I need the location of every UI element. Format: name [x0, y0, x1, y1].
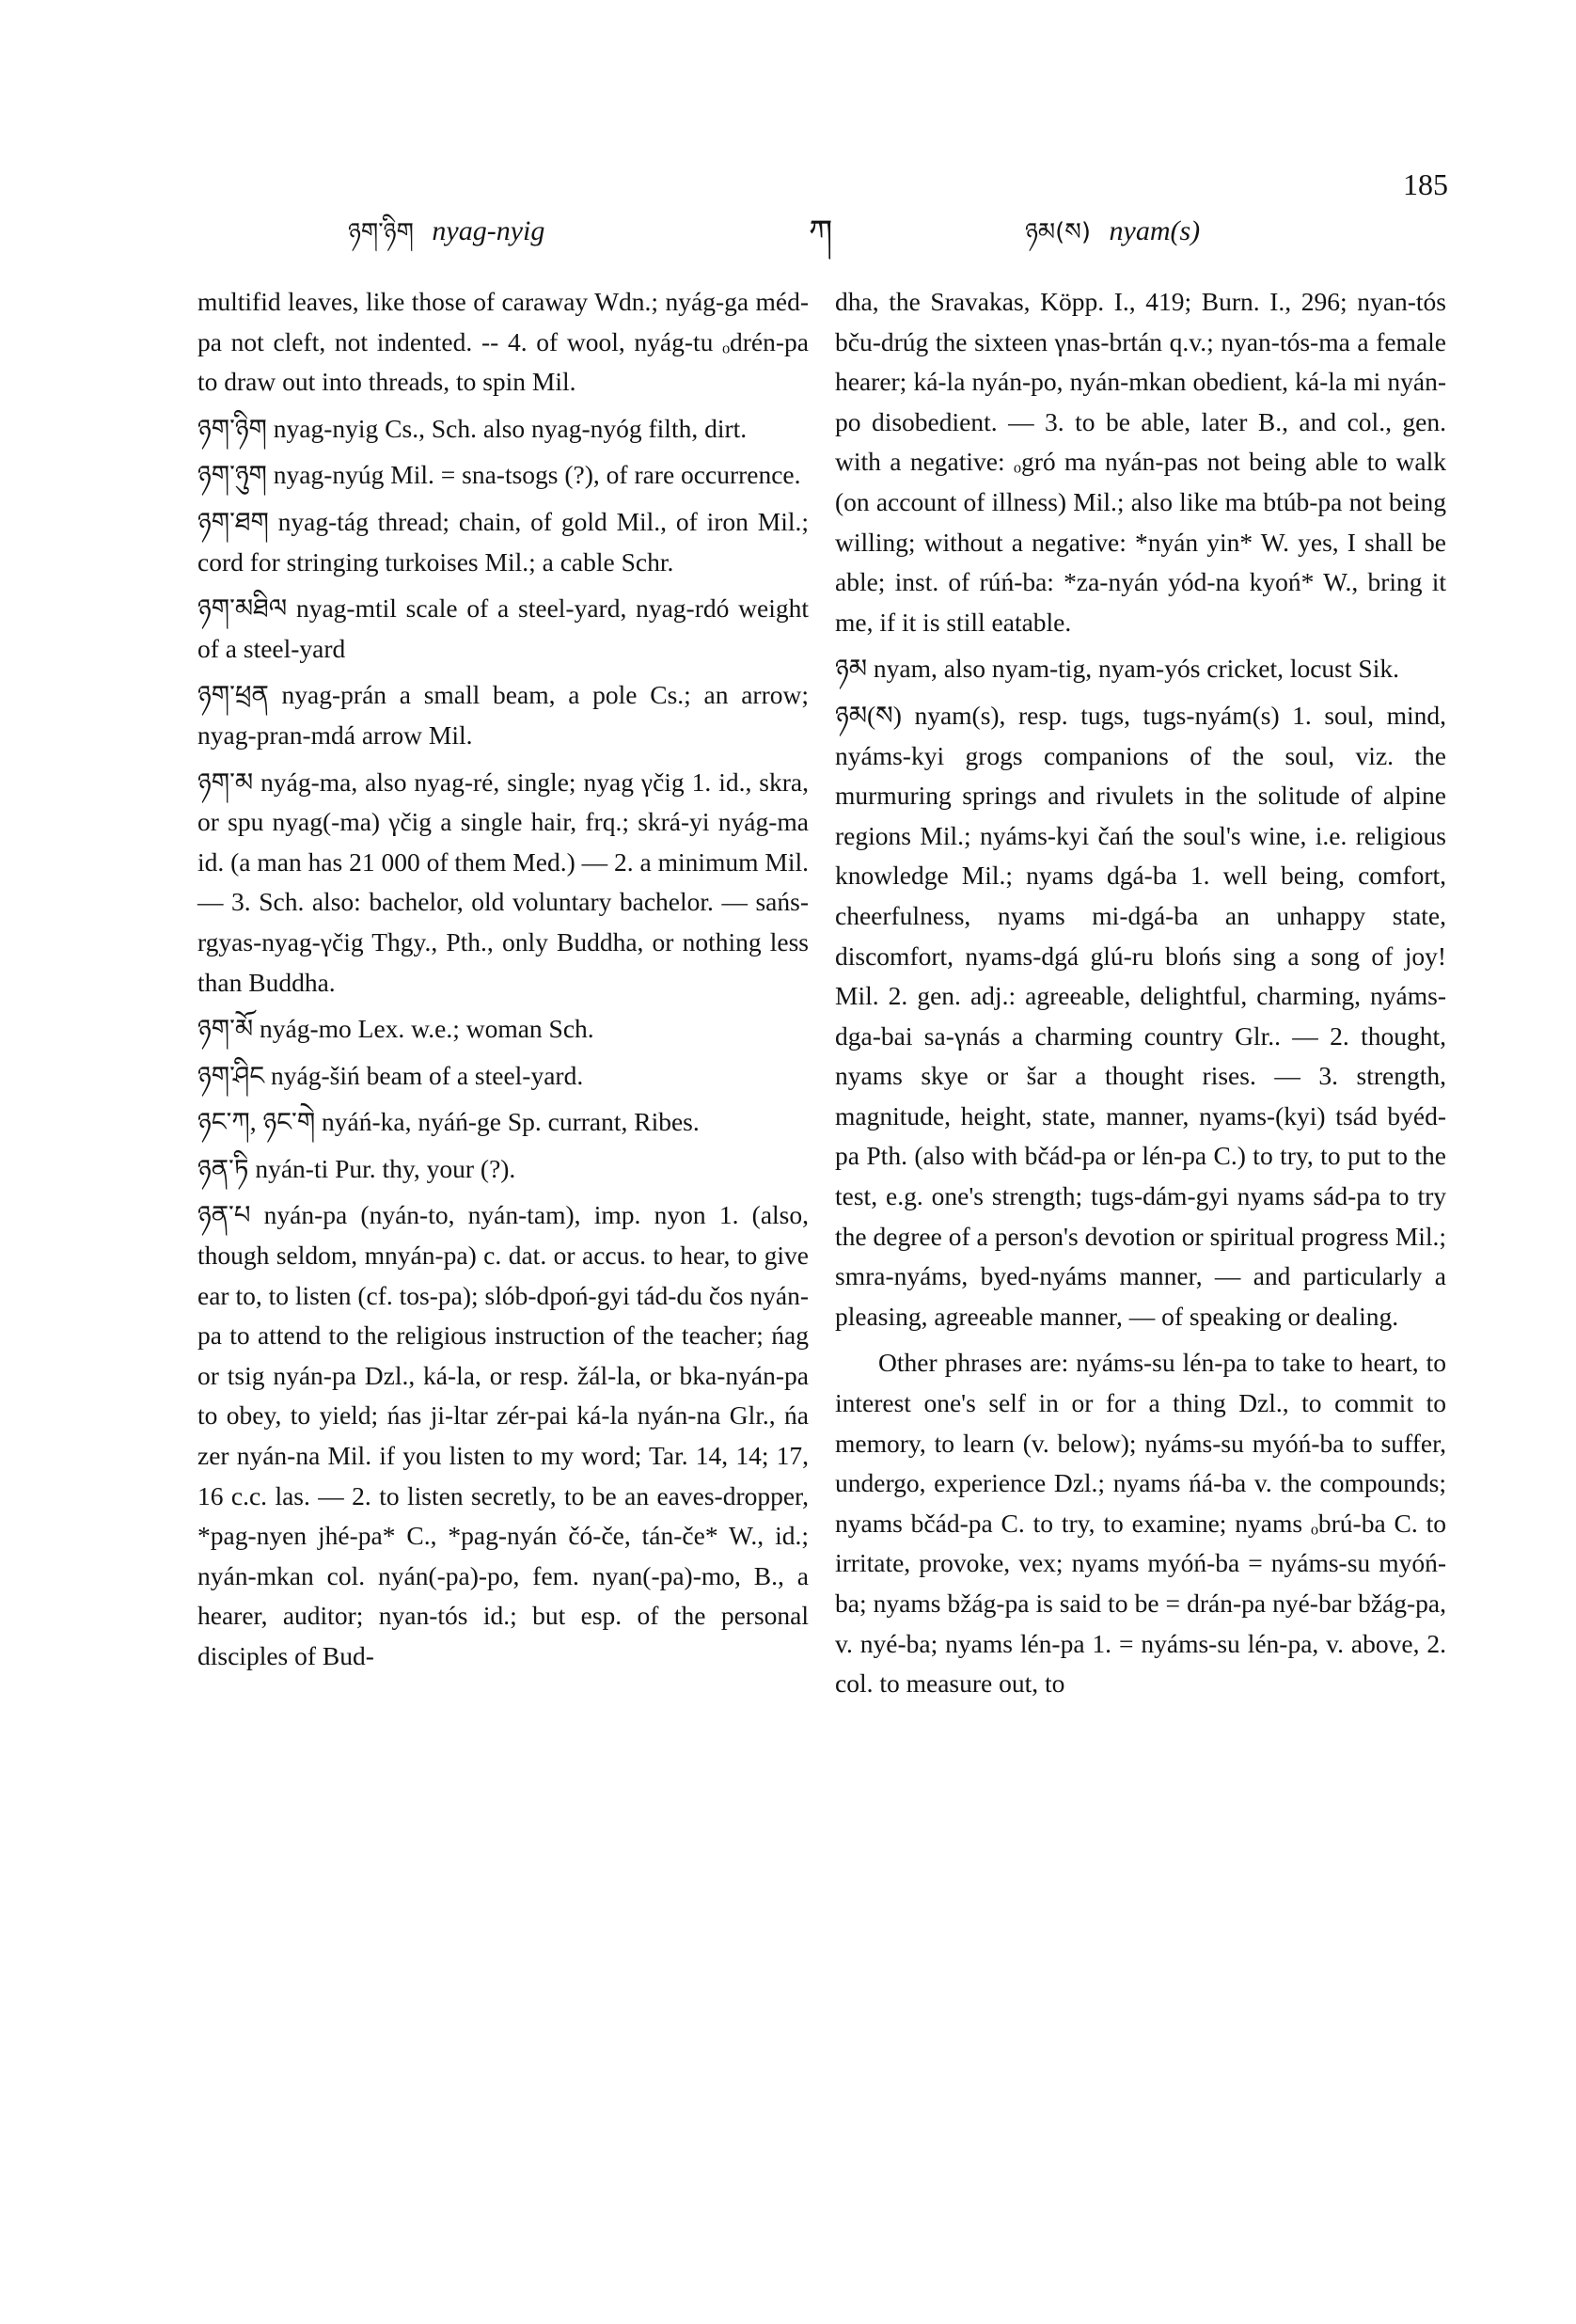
- left-running-head: [348, 205, 544, 274]
- entry-paragraph: ཉག་ཉུག nyag-nyúg Mil. = sna-tsogs (?), of rare occurrence.: [197, 460, 801, 490]
- entry-paragraph: ཉག་མཐིལ nyag-mtil scale of a steel-yard, nyag-rdó weight of a steel-yard: [197, 593, 809, 663]
- center-letter-mark: ཀ: [809, 213, 833, 252]
- page-header: [188, 160, 1476, 252]
- entry-paragraph: ཉག་ཕྲན nyag-prán a small beam, a pole Cs.; an arrow; nyag-pran-mdá arrow Mil.: [197, 680, 809, 750]
- entry-paragraph: ཉན་པ nyán-pa (nyán-to, nyán-tam), imp. nyon 1. (also, though seldom, mnyán-pa) c. dat. or accus. to hear, to give ear to, to listen (cf. tos-pa); slób-dpoń-gyi tád-du čos nyán-pa to attend to the religious instruction of the teacher; ńag or tsig nyán-pa Dzl., ká-la, or resp. žál-la, or bka-nyán-pa to obey, to yield; ńas ji-ltar zér-pai ká-la nyán-na Glr., ńa zer nyán-na Mil. if you listen to my word; Tar. 14, 14; 17, 16 c.c. las. — 2. to listen secretly, to be an eaves-dropper, *pag-nyen jhé-pa* C., *pag-nyán čó-če, tán-če* W., id.; nyán-mkan col. nyán(-pa)-po, fem. nyan(-pa)-mo, B., a hearer, auditor; nyan-tós id.; but esp. of the personal disciples of Bud-: [197, 1200, 809, 1670]
- entry-paragraph: ཉག་ཉིག nyag-nyig Cs., Sch. also nyag-nyóg filth, dirt.: [197, 413, 748, 443]
- left-column: [197, 282, 809, 1684]
- entry-paragraph: Other phrases are: nyáms-su lén-pa to take to heart, to interest one's self in or for a thing Dzl., to commit to memory, to learn (v. below); nyáms-su myóń-ba to suffer, undergo, experience Dzl.; nyams ńá-ba v. the compounds; nyams bčád-pa C. to try, to examine; nyams ₒbrú-ba C. to irritate, provoke, vex; nyams myóń-ba = nyáms-su myóń-ba; nyams bžág-pa is said to be = drán-pa nyé-bar bžág-pa, v. nyé-ba; nyams lén-pa 1. = nyáms-su lén-pa, v. above, 2. col. to measure out, to: [835, 1348, 1446, 1699]
- entry-paragraph: ཉམ nyam, also nyam-tig, nyam-yós cricket, locust Sik.: [835, 654, 1399, 684]
- entry-paragraph: ཉག་མ nyág-ma, also nyag-ré, single; nyag γčig 1. id., skra, or spu nyag(-ma) γčig a single hair, frq.; skrá-yi nyág-ma id. (a man has 21 000 of them Med.) — 2. a minimum Mil. — 3. Sch. also: bachelor, old voluntary bachelor. — sańs-rgyas-nyag-γčig Thgy., Pth., only Buddha, or nothing less than Buddha.: [197, 767, 809, 997]
- left-head-tibetan: ཉག་ཉིག: [348, 218, 414, 246]
- right-head-tibetan: ཉམ(ས): [1025, 218, 1091, 246]
- entry-paragraph: multifid leaves, like those of caraway Wdn.; nyág-ga méd-pa not cleft, not indented. -- 4. of wool, nyág-tu ₒdrén-pa to draw out into threads, to spin Mil.: [197, 287, 809, 397]
- entry-paragraph: ཉག་མོ nyág-mo Lex. w.e.; woman Sch.: [197, 1014, 594, 1044]
- entry-paragraph: ཉག་ཐག nyag-tág thread; chain, of gold Mil., of iron Mil.; cord for stringing turkoises Mil.; a cable Schr.: [197, 506, 809, 577]
- entry-paragraph: dha, the Sravakas, Köpp. I., 419; Burn. I., 296; nyan-tós bču-drúg the sixteen γnas-brtán q.v.; nyan-tós-ma a female hearer; ká-la nyán-po, nyán-mkan obedient, ká-la mi nyán-po disobedient. — 3. to be able, later B., and col., gen. with a negative: ₒgró ma nyán-pas not being able to walk (on account of illness) Mil.; also like ma btúb-pa not being willing; without a negative: *nyán yin* W. yes, I shall be able; inst. of rúń-ba: *za-nyán yód-na kyoń* W., bring it me, if it is still eatable.: [835, 287, 1446, 637]
- page-number: 185: [1403, 167, 1448, 201]
- entry-paragraph: ཉམ(ས) nyam(s), resp. tugs, tugs-nyám(s) 1. soul, mind, nyáms-kyi grogs companions of the soul, viz. the murmuring springs and rivulets in the solitude of alpine regions Mil.; nyáms-kyi čań the soul's wine, i.e. religious knowledge Mil.; nyams dgá-ba 1. well being, comfort, cheerfulness, nyams mi-dgá-ba an unhappy state, discomfort, nyams-dgá glú-ru blońs sing a song of joy! Mil. 2. gen. adj.: agreeable, delightful, charming, nyáms-dga-bai sa-γnás a charming country Glr.. — 2. thought, nyams skye or šar a thought rises. — 3. strength, magnitude, height, state, manner, nyams-(kyi) tsád byéd-pa Pth. (also with bčád-pa or lén-pa C.) to try, to put to the test, e.g. one's strength; tugs-dám-gyi nyams sád-pa to try the degree of a person's devotion or spiritual progress Mil.; smra-nyáms, byed-nyáms manner, — and particularly a pleasing, agreeable manner, — of speaking or dealing.: [835, 700, 1446, 1331]
- left-head-latin: nyag-nyig: [432, 215, 545, 246]
- entry-paragraph: ཉན་ཏི nyán-ti Pur. thy, your (?).: [197, 1153, 516, 1183]
- entry-paragraph: ཉང་ཀ, ཉང་གེ nyáń-ka, nyáń-ge Sp. currant, Ribes.: [197, 1107, 700, 1137]
- entry-paragraph: ཉག་ཤིང nyág-šiń beam of a steel-yard.: [197, 1060, 584, 1090]
- right-head-latin: nyam(s): [1109, 215, 1201, 246]
- right-column: [835, 282, 1446, 1711]
- right-running-head: [1025, 205, 1200, 274]
